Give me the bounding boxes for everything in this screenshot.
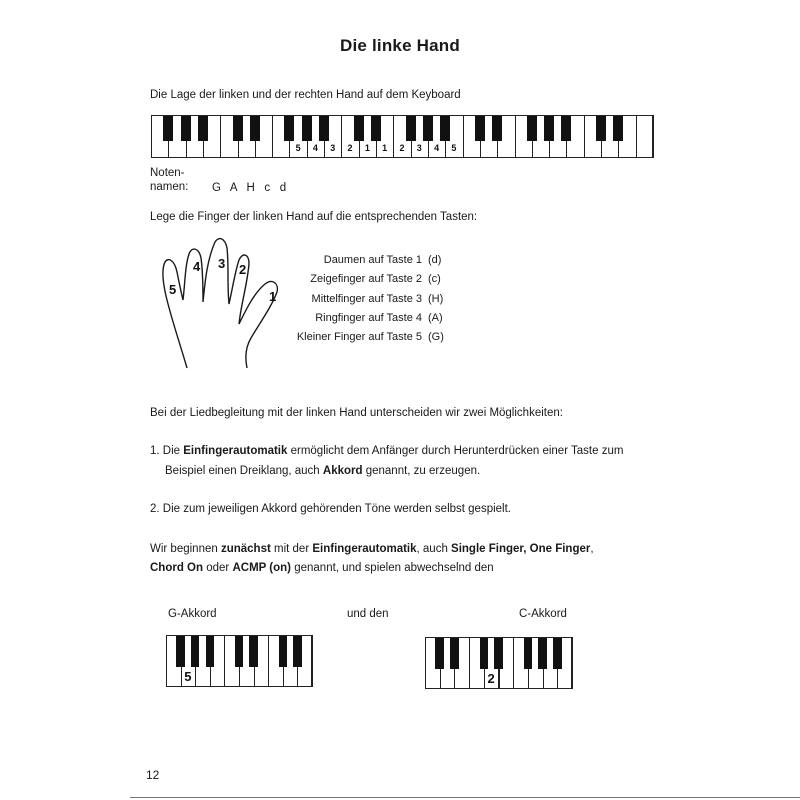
keyboard-caption: Die Lage der linken und der rechten Hand auf dem Keyboard	[150, 89, 461, 101]
finger-row	[297, 251, 450, 270]
finger-row-note: (H)	[428, 292, 444, 305]
black-key	[249, 635, 257, 667]
black-key	[613, 115, 623, 141]
black-key	[293, 635, 301, 667]
finger-number-label: 5	[451, 143, 457, 153]
black-key	[538, 637, 547, 669]
black-key	[553, 637, 562, 669]
finger-number-label: 2	[347, 143, 353, 153]
black-key	[235, 635, 243, 667]
list-item-2-text: Die zum jeweiligen Akkord gehörenden Töne werden selbst gespielt.	[162, 503, 511, 515]
notennamen-values: G A H c d	[212, 182, 290, 194]
list-item-2-number: 2.	[150, 503, 160, 515]
hand-number-4: 4	[193, 259, 201, 274]
finger-number-label: 1	[382, 143, 388, 153]
black-key	[181, 115, 191, 141]
finger-instruction: Lege die Finger der linken Hand auf die entsprechenden Tasten:	[150, 211, 478, 223]
p3-bold-f: Single Finger, One Finger	[451, 543, 591, 555]
finger-row	[297, 290, 450, 309]
hand-number-2: 2	[239, 262, 247, 277]
black-key	[475, 115, 485, 141]
g-chord-label: G-Akkord	[168, 608, 217, 620]
black-key	[191, 635, 199, 667]
finger-row-text: Zeigefinger auf Taste 2	[310, 273, 422, 286]
finger-row-note: (d)	[428, 254, 442, 266]
black-key	[450, 637, 459, 669]
finger-number-label: 5	[295, 143, 301, 153]
p3-bold-b: zunächst	[220, 543, 271, 555]
list-item-1-text-end: ermöglicht dem Anfänger durch Herunterdrücken einer Taste zum	[287, 445, 624, 457]
black-key	[480, 637, 489, 669]
finger-row-text: Ringfinger auf Taste 4	[315, 311, 422, 324]
list-item-2	[150, 499, 511, 519]
list-item-1-line2	[165, 461, 480, 481]
list-item-1-line2-bold: Akkord	[322, 465, 363, 477]
notennamen-label	[150, 166, 188, 194]
finger-row-text: Kleiner Finger auf Taste 5	[296, 331, 422, 344]
p3-text-g: ,	[590, 543, 594, 555]
p3-text-a: Wir beginnen	[150, 543, 221, 555]
p3-line2-bold-c: ACMP (on)	[232, 562, 292, 574]
black-key	[206, 635, 214, 667]
black-key	[494, 637, 503, 669]
black-key	[371, 115, 381, 141]
p3-line2-text-b: oder	[203, 562, 233, 574]
black-key	[596, 115, 606, 141]
hand-number-1: 1	[269, 289, 277, 304]
finger-number-label: 1	[364, 143, 370, 153]
p3-text-e: , auch	[416, 543, 452, 555]
left-hand-drawing	[155, 232, 295, 372]
black-key	[423, 115, 433, 141]
black-key	[435, 637, 444, 669]
hand-number-5: 5	[169, 282, 177, 297]
black-key	[527, 115, 537, 141]
hand-number-3: 3	[218, 256, 226, 271]
black-key	[302, 115, 312, 141]
finger-number-label: 2	[399, 143, 405, 153]
p3-line2-text-d: genannt, und spielen abwechselnd den	[291, 562, 494, 574]
list-item-1-text: Die	[162, 445, 184, 457]
list-item-1-bold: Einfingerautomatik	[183, 445, 288, 457]
page-title: Die linke Hand	[340, 36, 460, 55]
p3-line2-bold-a: Chord On	[150, 562, 204, 574]
black-key	[524, 637, 533, 669]
black-key	[198, 115, 208, 141]
notennamen-label-line1: Noten-	[150, 167, 185, 179]
black-key	[250, 115, 260, 141]
black-key	[544, 115, 554, 141]
paragraph-intro: Bei der Liedbegleitung mit der linken Hand unterscheiden wir zwei Möglichkeiten:	[150, 407, 563, 419]
notennamen-label-line2: namen:	[150, 181, 189, 193]
page-bottom-edge	[130, 797, 800, 798]
list-item-1	[150, 441, 623, 461]
finger-number-label: 2	[487, 671, 495, 686]
black-key	[354, 115, 364, 141]
list-item-1-line2-end: genannt, zu erzeugen.	[362, 465, 481, 477]
black-key	[492, 115, 502, 141]
finger-row-note: (c)	[428, 273, 441, 286]
main-keyboard	[151, 115, 653, 158]
p3-text-c: mit der	[270, 543, 313, 555]
white-key	[636, 115, 654, 158]
g-chord-keyboard	[166, 635, 312, 687]
black-key	[440, 115, 450, 141]
c-chord-keyboard	[425, 637, 572, 689]
finger-number-label: 4	[312, 143, 318, 153]
list-item-1-number: 1.	[150, 445, 160, 457]
finger-row	[297, 309, 450, 328]
paragraph-begin	[150, 539, 594, 559]
black-key	[279, 635, 287, 667]
black-key	[319, 115, 329, 141]
black-key	[233, 115, 243, 141]
finger-number-label: 4	[434, 143, 440, 153]
c-chord-label: C-Akkord	[519, 608, 567, 620]
finger-row-text: Mittelfinger auf Taste 3	[311, 292, 422, 305]
p3-bold-d: Einfingerautomatik	[312, 543, 417, 555]
black-key	[176, 635, 184, 667]
black-key	[406, 115, 416, 141]
black-key	[561, 115, 571, 141]
finger-number-label: 3	[330, 143, 336, 153]
und-den-label: und den	[347, 608, 389, 620]
page-number: 12	[146, 768, 160, 782]
finger-row-note: (G)	[428, 331, 444, 344]
finger-row	[297, 328, 450, 347]
black-key	[284, 115, 294, 141]
finger-number-label: 3	[416, 143, 422, 153]
finger-number-label: 5	[184, 669, 192, 684]
black-key	[163, 115, 173, 141]
finger-row-note: (A)	[428, 311, 443, 324]
finger-list	[297, 251, 450, 347]
finger-row	[297, 270, 450, 289]
finger-row-text: Daumen auf Taste 1	[323, 254, 422, 266]
paragraph-begin-line2	[150, 558, 494, 578]
list-item-1-line2-text: Beispiel einen Dreiklang, auch	[165, 465, 323, 477]
